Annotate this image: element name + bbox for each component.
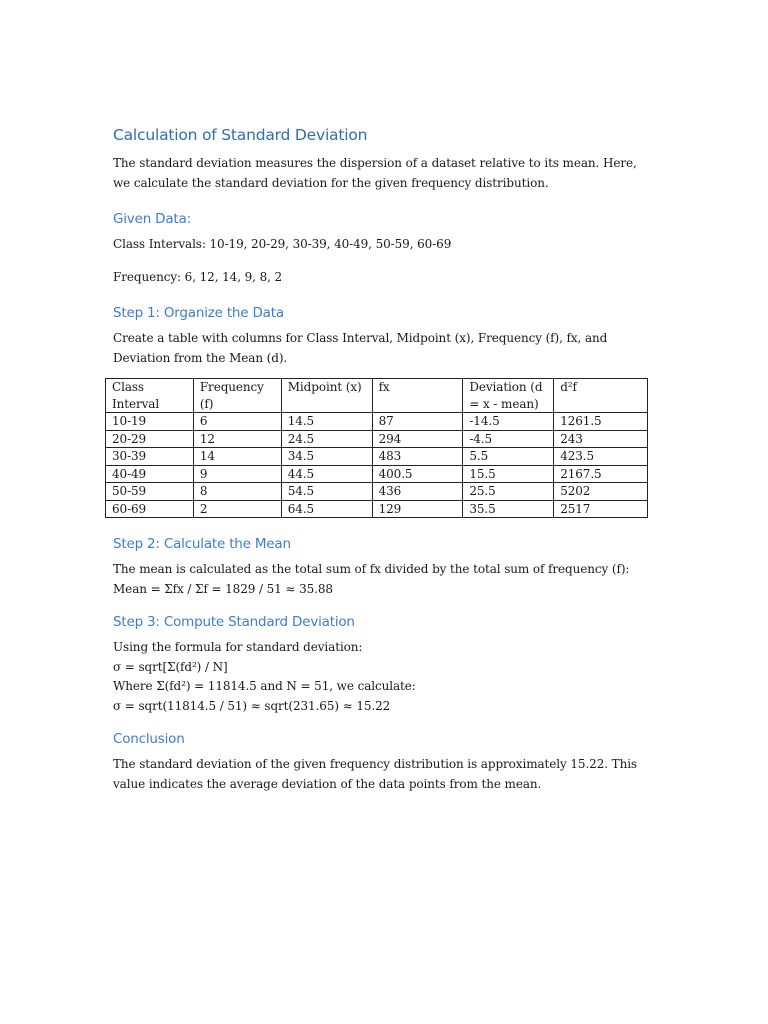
frequency-table bbox=[105, 378, 648, 518]
conclusion-heading: Conclusion bbox=[113, 731, 185, 747]
table-cell: 14.5 bbox=[281, 413, 372, 431]
mean-formula: Mean = Σfx / Σf = 1829 / 51 ≈ 35.88 bbox=[113, 581, 333, 596]
table-header-row bbox=[106, 379, 648, 413]
table-cell: 6 bbox=[193, 413, 281, 431]
table-cell: 9 bbox=[193, 465, 281, 483]
step3-line3: Where Σ(fd²) = 11814.5 and N = 51, we calculate: bbox=[113, 679, 416, 693]
table-cell: 24.5 bbox=[281, 430, 372, 448]
std-result: σ = sqrt(11814.5 / 51) ≈ sqrt(231.65) ≈ 15.22 bbox=[113, 698, 391, 713]
table-cell: 2167.5 bbox=[554, 465, 648, 483]
table-cell: 423.5 bbox=[554, 448, 648, 466]
step2-heading: Step 2: Calculate the Mean bbox=[113, 536, 291, 552]
table-cell: 87 bbox=[372, 413, 463, 431]
header-deviation: Deviation (d = x - mean) bbox=[463, 379, 554, 413]
class-intervals-text: Class Intervals: 10-19, 20-29, 30-39, 40-49, 50-59, 60-69 bbox=[113, 237, 452, 251]
table-cell: 5202 bbox=[554, 483, 648, 501]
table-cell: 12 bbox=[193, 430, 281, 448]
given-data-heading: Given Data: bbox=[113, 211, 191, 227]
table-row bbox=[106, 483, 648, 501]
table-cell: 294 bbox=[372, 430, 463, 448]
table-row bbox=[106, 465, 648, 483]
step3-line1: Using the formula for standard deviation: bbox=[113, 640, 363, 654]
table-cell: 5.5 bbox=[463, 448, 554, 466]
document-page bbox=[113, 124, 653, 794]
step1-heading: Step 1: Organize the Data bbox=[113, 305, 284, 321]
table-cell: 8 bbox=[193, 483, 281, 501]
table-cell: 40-49 bbox=[106, 465, 194, 483]
table-cell: 44.5 bbox=[281, 465, 372, 483]
step1-text: Create a table with columns for Class Interval, Midpoint (x), Frequency (f), fx, and Deviation from the Mean (d). bbox=[113, 331, 608, 365]
table-cell: 15.5 bbox=[463, 465, 554, 483]
document-title: Calculation of Standard Deviation bbox=[113, 126, 368, 144]
header-midpoint: Midpoint (x) bbox=[281, 379, 372, 413]
table-cell: 400.5 bbox=[372, 465, 463, 483]
table-row bbox=[106, 448, 648, 466]
table-cell: 30-39 bbox=[106, 448, 194, 466]
table-cell: 10-19 bbox=[106, 413, 194, 431]
table-cell: 34.5 bbox=[281, 448, 372, 466]
std-formula: σ = sqrt[Σ(fd²) / N] bbox=[113, 659, 228, 674]
table-cell: 14 bbox=[193, 448, 281, 466]
frequency-text: Frequency: 6, 12, 14, 9, 8, 2 bbox=[113, 269, 283, 284]
table-cell: 64.5 bbox=[281, 500, 372, 518]
table-cell: 25.5 bbox=[463, 483, 554, 501]
table-cell: 50-59 bbox=[106, 483, 194, 501]
header-frequency: Frequency (f) bbox=[193, 379, 281, 413]
table-row bbox=[106, 430, 648, 448]
table-cell: 60-69 bbox=[106, 500, 194, 518]
table-cell: 243 bbox=[554, 430, 648, 448]
table-cell: 35.5 bbox=[463, 500, 554, 518]
table-cell: -4.5 bbox=[463, 430, 554, 448]
step2-text: The mean is calculated as the total sum of fx divided by the total sum of frequency (f): bbox=[113, 562, 630, 576]
header-d2f: d²f bbox=[554, 379, 648, 413]
table-cell: 129 bbox=[372, 500, 463, 518]
table-cell: 2 bbox=[193, 500, 281, 518]
table-cell: 20-29 bbox=[106, 430, 194, 448]
header-fx: fx bbox=[372, 379, 463, 413]
table-cell: -14.5 bbox=[463, 413, 554, 431]
header-class-interval: Class Interval bbox=[106, 379, 194, 413]
conclusion-text: The standard deviation of the given frequency distribution is approximately 15.22. This value indicates the average deviation of the data points from the mean. bbox=[113, 757, 637, 791]
table-cell: 54.5 bbox=[281, 483, 372, 501]
table-row bbox=[106, 413, 648, 431]
table-cell: 483 bbox=[372, 448, 463, 466]
table-cell: 436 bbox=[372, 483, 463, 501]
intro-paragraph: The standard deviation measures the dispersion of a dataset relative to its mean. Here, we calculate the standard deviation for the given frequency distribution. bbox=[113, 156, 637, 190]
table-row bbox=[106, 500, 648, 518]
table-cell: 1261.5 bbox=[554, 413, 648, 431]
step3-heading: Step 3: Compute Standard Deviation bbox=[113, 614, 355, 630]
table-cell: 2517 bbox=[554, 500, 648, 518]
